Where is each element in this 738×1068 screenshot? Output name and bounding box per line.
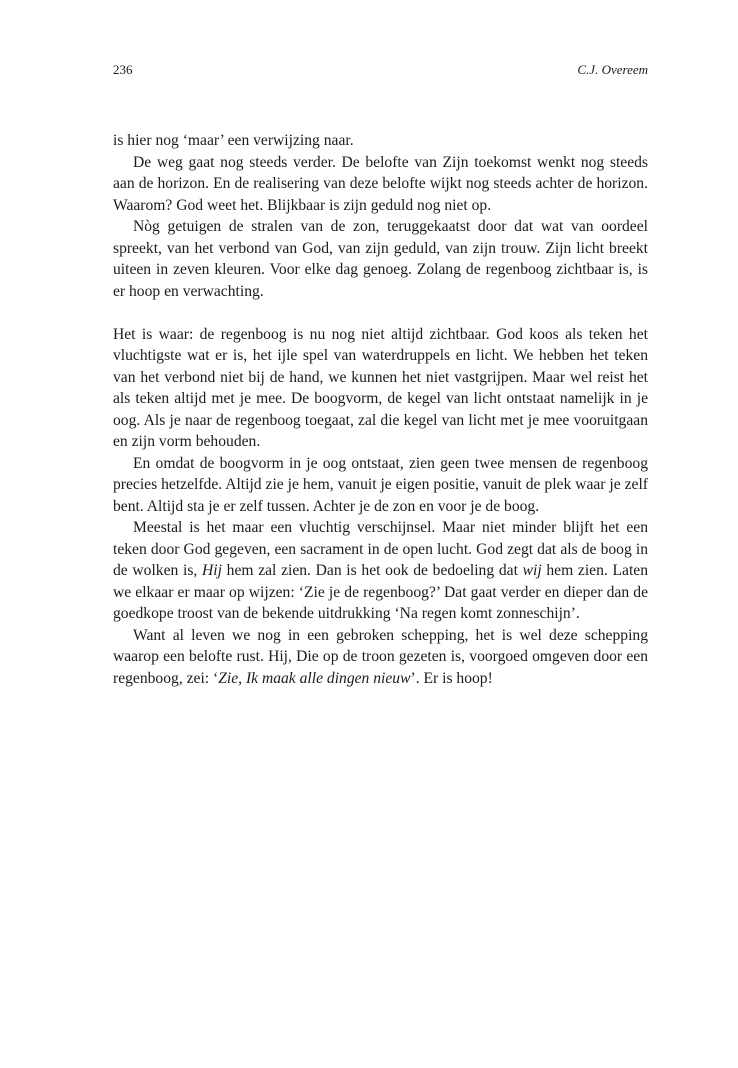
text-run: hem zal zien. Dan is het ook de bedoeling dat	[221, 562, 523, 579]
text-run: ’. Er is hoop!	[410, 669, 493, 687]
paragraph-continuation: is hier nog ‘maar’ een verwijzing naar.	[113, 132, 354, 149]
emphasis-text: Hij	[202, 562, 222, 579]
text-run: Meestal is het maar een vluchtig verschijnsel. Maar niet minder blijft het een teken door God gegeven, een sacrament in de open lucht. God zegt dat als de boog in de wolken is,	[113, 519, 648, 579]
paragraph: Nòg getuigen de stralen van de zon, teruggekaatst door dat wat van oordeel spreekt, van het verbond van God, van zijn geduld, van zijn trouw. Zijn licht breekt uiteen in zeven kleuren. Voor elke dag genoeg. Zolang de regenboog zichtbaar is, is er hoop en verwachting.	[113, 218, 648, 300]
emphasis-text: wij	[522, 562, 542, 579]
page-number: 236	[113, 62, 133, 77]
paragraph	[113, 625, 648, 690]
body-text	[113, 130, 648, 689]
emphasis-text: Zie, Ik maak alle dingen nieuw	[218, 669, 411, 687]
paragraph: En omdat de boogvorm in je oog ontstaat, zien geen twee mensen de regenboog precies hetzelfde. Altijd zie je hem, vanuit je eigen positie, vanuit de plek waar je zelf bent. Altijd sta je er zelf tussen. Achter je de zon en voor je de boog.	[113, 454, 648, 515]
paragraph	[113, 517, 648, 625]
paragraph: De weg gaat nog steeds verder. De belofte van Zijn toekomst wenkt nog steeds aan de horizon. En de realisering van deze belofte wijkt nog steeds achter de horizon. Waarom? God weet het. Blijkbaar is zijn geduld nog niet op.	[113, 153, 648, 214]
text-run: hem zien. Laten we elkaar er maar op wijzen: ‘Zie je de regenboog?’ Dat gaat verder en dieper dan de goedkope troost van de bekende uitdrukking ‘Na regen komt zonneschijn’.	[113, 562, 648, 622]
running-head-author: C.J. Overeem	[577, 62, 648, 77]
section-first-paragraph: Het is waar: de regenboog is nu nog niet altijd zichtbaar. God koos als teken het vluchtigste wat er is, het ijle spel van waterdruppels en licht. We hebben het teken van het verbond niet bij de hand, we kunnen het niet vastgrijpen. Maar wel reist het als teken altijd met je mee. De boogvorm, de kegel van licht ontstaat namelijk in je oog. Als je naar de regenboog toegaat, zal die kegel van licht met je mee vooruitgaan en zijn vorm behouden.	[113, 325, 648, 450]
text-run: Want al leven we nog in een gebroken schepping, het is wel deze schepping waarop een belofte rust. Hij, Die op de troon gezeten is, voorgoed omgeven door een regenboog, zei: ‘	[113, 626, 648, 687]
running-head	[113, 62, 648, 82]
